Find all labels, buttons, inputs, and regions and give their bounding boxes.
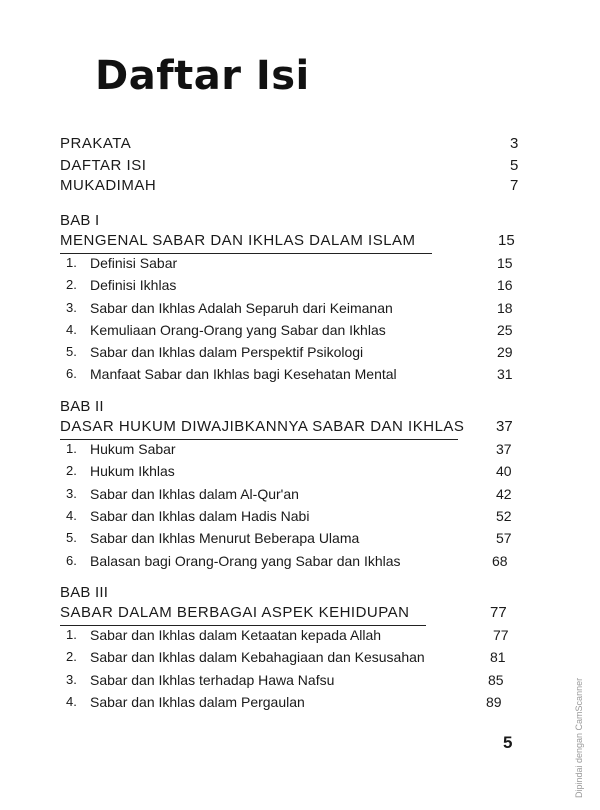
toc-item-number: 2. — [66, 463, 77, 478]
toc-item — [0, 344, 600, 366]
toc-entry-label: MUKADIMAH — [60, 177, 157, 194]
toc-item-page: 25 — [497, 322, 513, 338]
chapter-title: DASAR HUKUM DIWAJIBKANNYA SABAR DAN IKHLAS — [60, 418, 465, 435]
toc-item-page: 37 — [496, 441, 512, 457]
toc-item-number: 3. — [66, 672, 77, 687]
toc-item — [0, 366, 600, 388]
toc-item-number: 5. — [66, 344, 77, 359]
toc-item-number: 4. — [66, 322, 77, 337]
toc-item-page: 18 — [497, 300, 513, 316]
toc-item-page: 40 — [496, 463, 512, 479]
toc-item — [0, 508, 600, 530]
chapter-underline — [60, 625, 426, 626]
toc-item-number: 2. — [66, 277, 77, 292]
toc-item-number: 6. — [66, 366, 77, 381]
toc-item-label: Sabar dan Ikhlas dalam Al-Qur'an — [90, 486, 299, 502]
toc-entry-page: 3 — [510, 135, 519, 152]
chapter-title: SABAR DALAM BERBAGAI ASPEK KEHIDUPAN — [60, 604, 410, 621]
toc-entry-label: DAFTAR ISI — [60, 157, 147, 174]
toc-item — [0, 463, 600, 485]
chapter-page: 77 — [490, 604, 507, 621]
toc-item-number: 4. — [66, 508, 77, 523]
toc-item — [0, 300, 600, 322]
toc-item — [0, 277, 600, 299]
toc-item-label: Definisi Ikhlas — [90, 277, 177, 293]
scanner-watermark — [570, 670, 590, 810]
toc-item-page: 31 — [497, 366, 513, 382]
toc-item-number: 2. — [66, 649, 77, 664]
scanner-watermark-text: Dipindai dengan CamScanner — [574, 677, 584, 798]
chapter-number: BAB I — [60, 212, 100, 229]
toc-item — [0, 672, 600, 694]
toc-item-label: Sabar dan Ikhlas dalam Ketaatan kepada Allah — [90, 627, 382, 643]
toc-item-page: 77 — [493, 627, 509, 643]
toc-item — [0, 694, 600, 716]
toc-item-label: Definisi Sabar — [90, 255, 178, 271]
toc-entry-page: 5 — [510, 157, 519, 174]
toc-item-number: 3. — [66, 486, 77, 501]
toc-item-number: 1. — [66, 255, 77, 270]
chapter-underline — [60, 253, 432, 254]
toc-item-number: 6. — [66, 553, 77, 568]
toc-item-label: Sabar dan Ikhlas terhadap Hawa Nafsu — [90, 672, 335, 688]
chapter-number: BAB III — [60, 584, 109, 601]
toc-item-page: 68 — [492, 553, 508, 569]
toc-item — [0, 441, 600, 463]
toc-item — [0, 255, 600, 277]
toc-item-label: Sabar dan Ikhlas dalam Pergaulan — [90, 694, 305, 710]
toc-item-label: Sabar dan Ikhlas dalam Perspektif Psikologi — [90, 344, 364, 360]
toc-item-page: 42 — [496, 486, 512, 502]
toc-item — [0, 649, 600, 671]
toc-item-label: Sabar dan Ikhlas Adalah Separuh dari Keimanan — [90, 300, 393, 316]
toc-item-number: 3. — [66, 300, 77, 315]
toc-item-label: Hukum Ikhlas — [90, 463, 175, 479]
toc-item-page: 29 — [497, 344, 513, 360]
toc-item — [0, 553, 600, 575]
toc-entry-mukadimah — [0, 177, 600, 199]
toc-item-label: Balasan bagi Orang-Orang yang Sabar dan Ikhlas — [90, 553, 401, 569]
toc-item-page: 16 — [497, 277, 513, 293]
chapter-number: BAB II — [60, 398, 104, 415]
toc-item-page: 57 — [496, 530, 512, 546]
toc-item — [0, 530, 600, 552]
toc-item-label: Hukum Sabar — [90, 441, 176, 457]
chapter-page: 37 — [496, 418, 513, 435]
toc-item-number: 1. — [66, 627, 77, 642]
toc-item-label: Kemuliaan Orang-Orang yang Sabar dan Ikhlas — [90, 322, 386, 338]
chapter-page: 15 — [498, 232, 515, 249]
toc-item — [0, 486, 600, 508]
toc-item — [0, 627, 600, 649]
toc-item-page: 52 — [496, 508, 512, 524]
page-number: 5 — [503, 733, 513, 752]
toc-item-page: 85 — [488, 672, 504, 688]
toc-item-page: 89 — [486, 694, 502, 710]
toc-item — [0, 322, 600, 344]
chapter-title: MENGENAL SABAR DAN IKHLAS DALAM ISLAM — [60, 232, 416, 249]
toc-item-number: 5. — [66, 530, 77, 545]
chapter-heading — [0, 232, 600, 254]
toc-item-page: 81 — [490, 649, 506, 665]
toc-entry-prakata — [0, 135, 600, 157]
toc-item-label: Manfaat Sabar dan Ikhlas bagi Kesehatan Mental — [90, 366, 397, 382]
toc-entry-page: 7 — [510, 177, 519, 194]
chapter-heading — [0, 418, 600, 440]
toc-entry-label: PRAKATA — [60, 135, 132, 152]
toc-item-label: Sabar dan Ikhlas dalam Kebahagiaan dan Kesusahan — [90, 649, 425, 665]
page-title: Daftar Isi — [95, 53, 310, 99]
toc-entry-daftar-isi — [0, 157, 600, 179]
toc-item-number: 1. — [66, 441, 77, 456]
toc-item-number: 4. — [66, 694, 77, 709]
toc-item-page: 15 — [497, 255, 513, 271]
toc-item-label: Sabar dan Ikhlas dalam Hadis Nabi — [90, 508, 310, 524]
chapter-underline — [60, 439, 458, 440]
toc-item-label: Sabar dan Ikhlas Menurut Beberapa Ulama — [90, 530, 360, 546]
chapter-heading — [0, 604, 600, 626]
